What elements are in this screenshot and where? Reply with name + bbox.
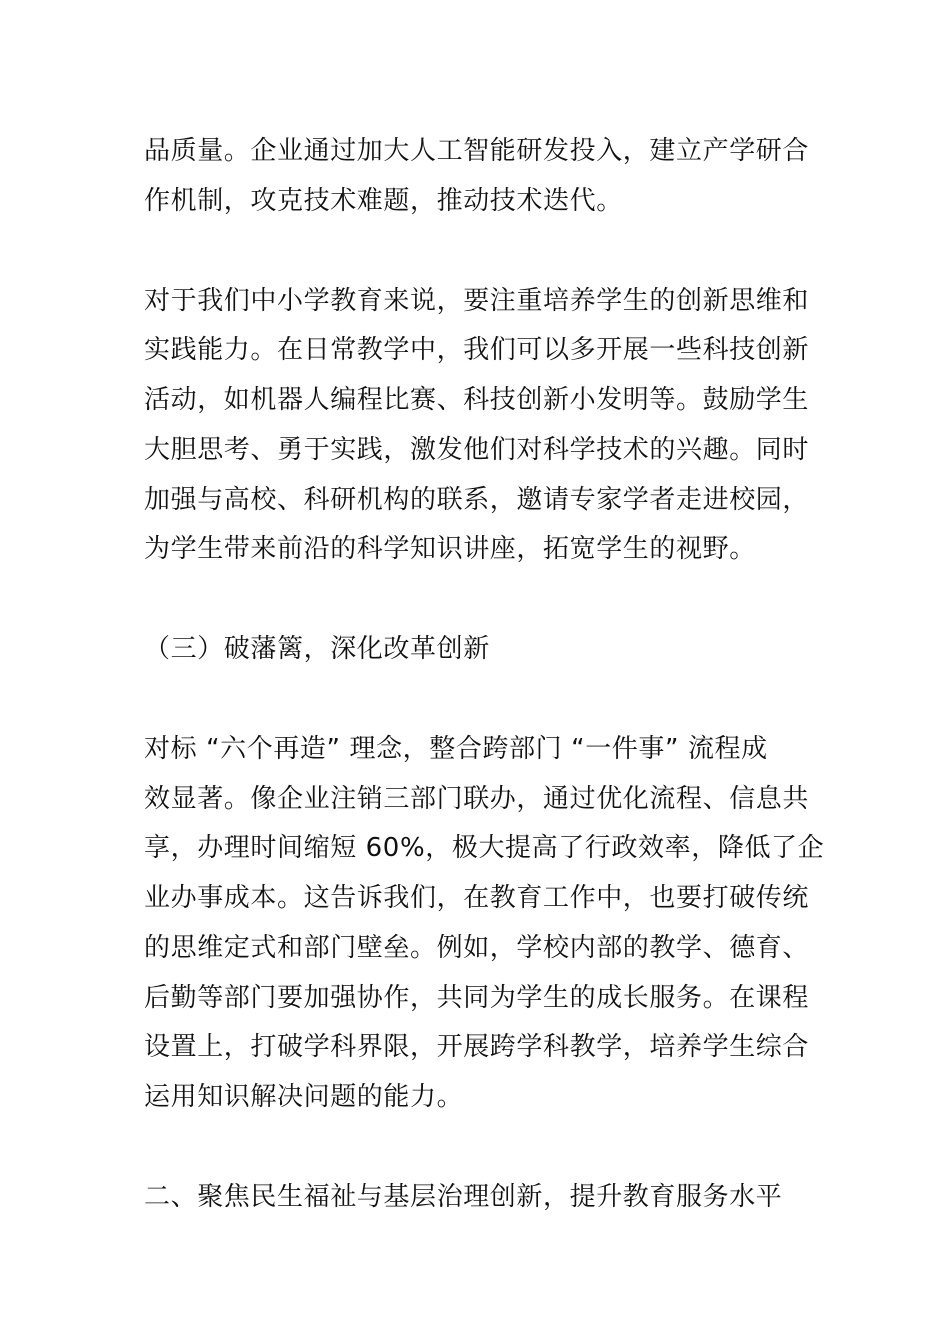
paragraph-2-line-1: 对于我们中小学教育来说，要注重培养学生的创新思维和 bbox=[144, 286, 810, 316]
paragraph-2-line-2: 实践能力。在日常教学中，我们可以多开展一些科技创新 bbox=[144, 335, 810, 365]
paragraph-1-line-1: 品质量。企业通过加大人工智能研发投入，建立产学研合 bbox=[144, 136, 810, 166]
chapter-heading: 二、聚焦民生福祉与基层治理创新，提升教育服务水平 bbox=[144, 1182, 783, 1212]
paragraph-4-line-5: 的思维定式和部门壁垒。例如，学校内部的教学、德育、 bbox=[144, 933, 810, 963]
paragraph-4-line-8: 运用知识解决问题的能力。 bbox=[144, 1082, 464, 1112]
paragraph-4-line-4: 业办事成本。这告诉我们，在教育工作中，也要打破传统 bbox=[144, 883, 810, 913]
paragraph-1-line-2: 作机制，攻克技术难题，推动技术迭代。 bbox=[144, 186, 623, 216]
paragraph-2-line-4: 大胆思考、勇于实践，激发他们对科学技术的兴趣。同时 bbox=[144, 435, 810, 465]
paragraph-2-line-3: 活动，如机器人编程比赛、科技创新小发明等。鼓励学生 bbox=[144, 385, 810, 415]
section-heading: （三）破藩篱，深化改革创新 bbox=[144, 634, 490, 664]
paragraph-2-line-5: 加强与高校、科研机构的联系，邀请专家学者走进校园， bbox=[144, 485, 810, 515]
paragraph-4-line-1: 对标 “六个再造” 理念，整合跨部门 “一件事” 流程成 bbox=[144, 734, 768, 764]
paragraph-4-line-3: 享，办理时间缩短 60%，极大提高了行政效率，降低了企 bbox=[144, 833, 825, 863]
paragraph-4-line-6: 后勤等部门要加强协作，共同为学生的成长服务。在课程 bbox=[144, 983, 810, 1013]
paragraph-4-line-2: 效显著。像企业注销三部门联办，通过优化流程、信息共 bbox=[144, 784, 810, 814]
paragraph-4-line-7: 设置上，打破学科界限，开展跨学科教学，培养学生综合 bbox=[144, 1032, 810, 1062]
paragraph-2-line-6: 为学生带来前沿的科学知识讲座，拓宽学生的视野。 bbox=[144, 534, 756, 564]
